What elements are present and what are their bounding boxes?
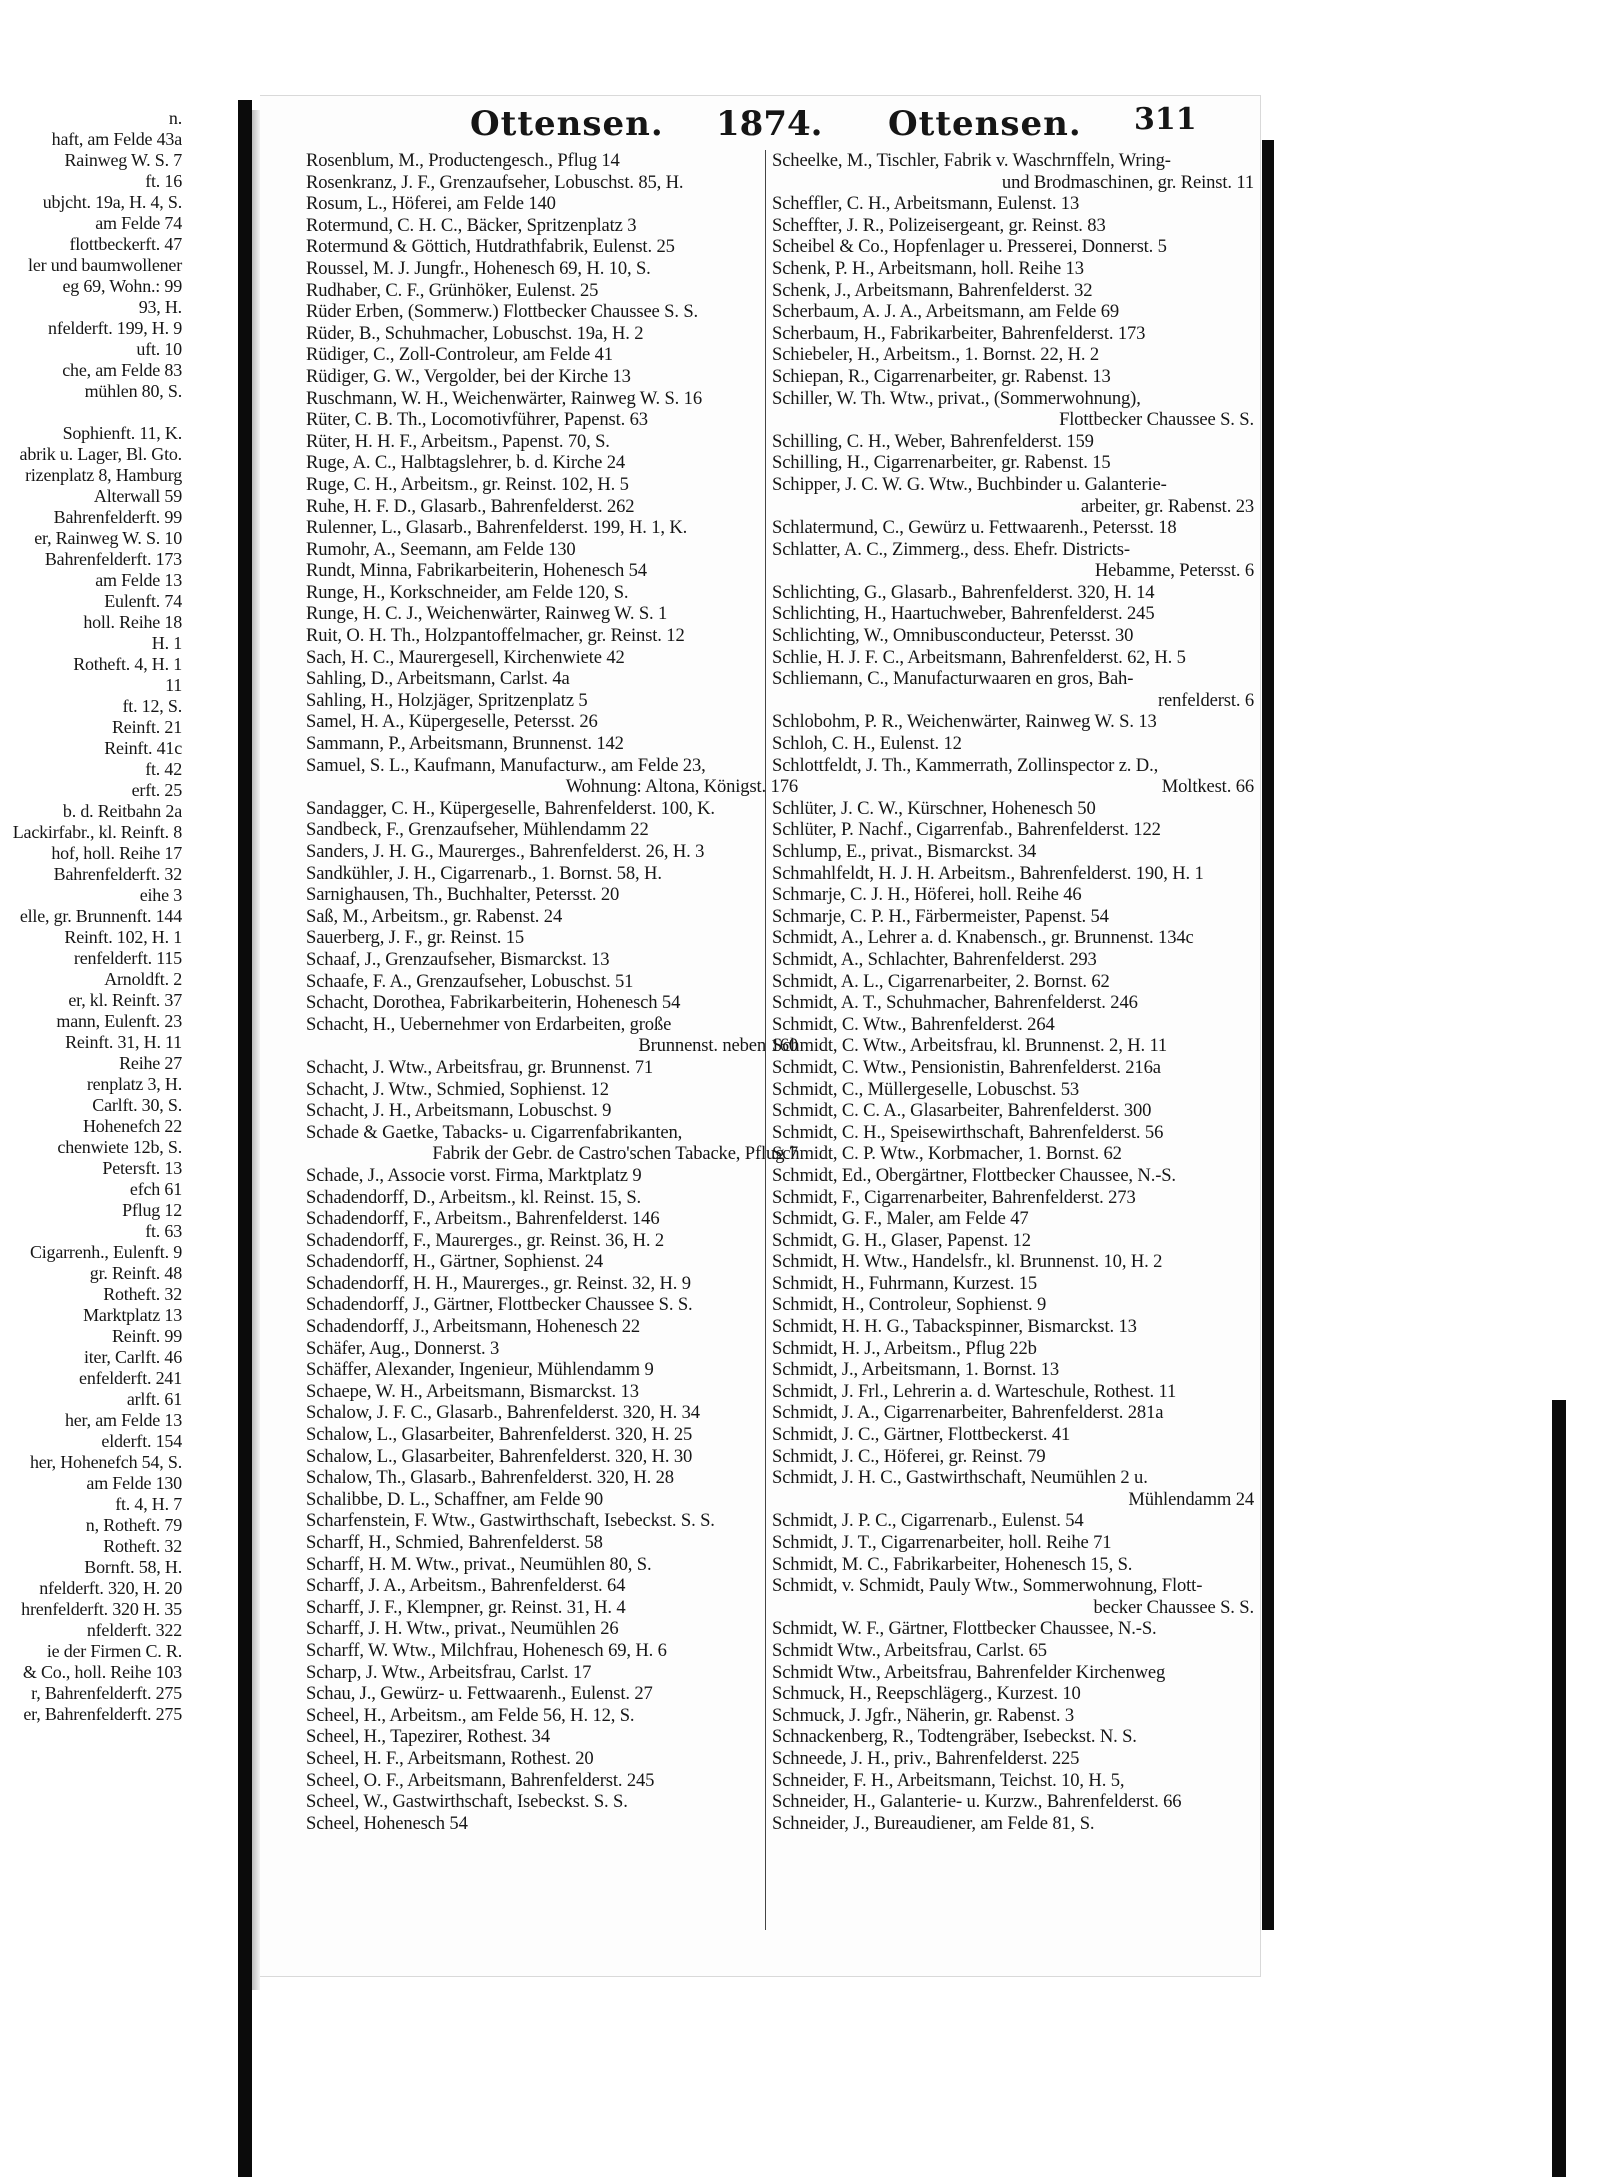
previous-page-entry: her, am Felde 13 <box>64 1410 182 1430</box>
page-edge-shadow <box>1262 140 1274 1930</box>
entry-continuation: renfelderst. 6 <box>1158 689 1254 711</box>
directory-entry: Schacht, J. H., Arbeitsmann, Lobuschst. 9 <box>306 1100 612 1122</box>
directory-entry: Schmidt, A. T., Schuhmacher, Bahrenfelderst. 246 <box>772 992 1138 1014</box>
directory-entry: Schau, J., Gewürz- u. Fettwaarenh., Eulenst. 27 <box>306 1683 653 1705</box>
previous-page-entry: ubjcht. 19a, H. 4, S. <box>42 192 182 212</box>
previous-page-entry: Hohenefch 22 <box>82 1116 182 1136</box>
left-column <box>306 150 806 1834</box>
directory-entry: Rundt, Minna, Fabrikarbeiterin, Hohenesch 54 <box>306 560 647 582</box>
directory-entry: Schmidt, J. C., Gärtner, Flottbeckerst. 41 <box>772 1424 1071 1446</box>
directory-entry: Rüder Erben, (Sommerw.) Flottbecker Chaussee S. S. <box>306 301 699 323</box>
previous-page-entry: Rotheft. 4, H. 1 <box>73 654 182 674</box>
entry-continuation: Fabrik der Gebr. de Castro'schen Tabacke, Pflug 7 <box>432 1143 798 1165</box>
directory-entry: Schmidt Wtw., Arbeitsfrau, Carlst. 65 <box>772 1639 1047 1661</box>
previous-page-entry: 93, H. <box>138 297 182 317</box>
directory-entry: Schmidt, H. J., Arbeitsm., Pflug 22b <box>772 1337 1037 1359</box>
previous-page-entry: Bahrenfelderft. 173 <box>44 549 182 569</box>
directory-entry: Scharff, H., Schmied, Bahrenfelderst. 58 <box>306 1532 603 1553</box>
directory-entry: Scharff, J. A., Arbeitsm., Bahrenfelderst. 64 <box>306 1575 626 1597</box>
directory-entry: Schloh, C. H., Eulenst. 12 <box>772 733 962 755</box>
previous-page-entry: nfelderft. 322 <box>86 1620 182 1640</box>
directory-entry: Scharp, J. Wtw., Arbeitsfrau, Carlst. 17 <box>306 1661 592 1683</box>
entry-continuation: Hebamme, Petersst. 6 <box>1094 560 1254 582</box>
directory-entry: Schmuck, J. Jgfr., Näherin, gr. Rabenst. 3 <box>772 1704 1075 1726</box>
directory-entry: Sarnighausen, Th., Buchhalter, Petersst. 20 <box>306 884 620 906</box>
directory-entry: Schneede, J. H., priv., Bahrenfelderst. 225 <box>772 1747 1080 1769</box>
directory-entry: Schadendorff, F., Maurerges., gr. Reinst. 36, H. 2 <box>306 1229 665 1251</box>
directory-entry: Schmidt, J. Frl., Lehrerin a. d. Warteschule, Rothest. 11 <box>772 1380 1177 1402</box>
directory-entry: Rüder, B., Schuhmacher, Lobuschst. 19a, H. 2 <box>306 322 644 344</box>
year-heading: 1874. <box>716 104 823 144</box>
directory-entry: Schmahlfeldt, H. J. H. Arbeitsm., Bahrenfelderst. 190, H. 1 <box>772 862 1204 884</box>
directory-entry: Schmidt, C., Müllergeselle, Lobuschst. 53 <box>772 1078 1079 1100</box>
directory-entry: Schadendorff, J., Arbeitsmann, Hohenesch 22 <box>306 1316 641 1338</box>
directory-entry: Schmidt, A., Lehrer a. d. Knabensch., gr. Brunnenst. 134c <box>772 927 1194 949</box>
previous-page-entry: nfelderft. 320, H. 20 <box>39 1578 182 1598</box>
previous-page-entry: mühlen 80, S. <box>84 381 182 401</box>
previous-page-entry: H. 1 <box>151 633 182 653</box>
entry-continuation: und Brodmaschinen, gr. Reinst. 11 <box>1001 171 1254 193</box>
directory-entry: Scheel, H. F., Arbeitsmann, Rothest. 20 <box>306 1747 594 1769</box>
directory-entry: Schalow, L., Glasarbeiter, Bahrenfelderst. 320, H. 25 <box>306 1424 693 1446</box>
directory-entry: Scheel, H., Tapezirer, Rothest. 34 <box>306 1726 550 1748</box>
directory-entry: Rumohr, A., Seemann, am Felde 130 <box>306 538 576 560</box>
directory-entry: Schmidt, C. H., Speisewirthschaft, Bahrenfelderst. 56 <box>772 1121 1164 1143</box>
entry-continuation: becker Chaussee S. S. <box>1093 1596 1254 1618</box>
directory-entry: Schmidt, A., Schlachter, Bahrenfelderst. 293 <box>772 948 1097 970</box>
directory-entry: Schmidt, Ed., Obergärtner, Flottbecker Chaussee, N.-S. <box>772 1164 1176 1186</box>
directory-entry: Schmidt, J. T., Cigarrenarbeiter, holl. Reihe 71 <box>772 1532 1112 1553</box>
directory-entry: Rotermund, C. H. C., Bäcker, Spritzenplatz 3 <box>306 214 637 236</box>
directory-entry: Scharff, J. H. Wtw., privat., Neumühlen 26 <box>306 1618 619 1640</box>
directory-entry: Rosenblum, M., Productengesch., Pflug 14 <box>306 150 620 171</box>
directory-entry: Samel, H. A., Küpergeselle, Petersst. 26 <box>306 711 598 733</box>
directory-entry: Saß, M., Arbeitsm., gr. Rabenst. 24 <box>306 905 563 927</box>
directory-entry: Schmidt, v. Schmidt, Pauly Wtw., Sommerwohnung, Flott- <box>772 1575 1203 1597</box>
previous-page-entry: efch 61 <box>129 1179 182 1199</box>
directory-entry: Schmidt, M. C., Fabrikarbeiter, Hohenesch 15, S. <box>772 1553 1133 1575</box>
directory-entry: Schiepan, R., Cigarrenarbeiter, gr. Rabenst. 13 <box>772 365 1111 387</box>
directory-entry: Schaepe, W. H., Arbeitsmann, Bismarckst. 13 <box>306 1380 639 1402</box>
previous-page-entry: Pflug 12 <box>122 1200 182 1220</box>
directory-entry: Schmidt, C. P. Wtw., Korbmacher, 1. Bornst. 62 <box>772 1143 1122 1165</box>
directory-entry: Schmidt, G. F., Maler, am Felde 47 <box>772 1208 1029 1230</box>
directory-entry: Schalow, J. F. C., Glasarb., Bahrenfelderst. 320, H. 34 <box>306 1402 700 1424</box>
previous-page-entry: hrenfelderft. 320 H. 35 <box>21 1599 182 1619</box>
directory-entry: Sandkühler, J. H., Cigarrenarb., 1. Bornst. 58, H. <box>306 862 662 884</box>
directory-entry: Schaafe, F. A., Grenzaufseher, Lobuschst. 51 <box>306 970 634 992</box>
directory-entry: Schmidt, G. H., Glaser, Papenst. 12 <box>772 1229 1031 1251</box>
directory-entry: Schliemann, C., Manufacturwaaren en gros, Bah- <box>772 668 1134 690</box>
previous-page-entry: ft. 63 <box>145 1221 182 1241</box>
previous-page-entry: eihe 3 <box>139 885 182 905</box>
directory-entry: Schlobohm, P. R., Weichenwärter, Rainweg W. S. 13 <box>772 711 1157 733</box>
previous-page-entry: Carlft. 30, S. <box>92 1095 182 1115</box>
directory-entry: Schlatter, A. C., Zimmerg., dess. Ehefr. Districts- <box>772 538 1130 560</box>
directory-entry: Rüdiger, G. W., Vergolder, bei der Kirche 13 <box>306 365 631 387</box>
directory-entry: Schadendorff, J., Gärtner, Flottbecker Chaussee S. S. <box>306 1294 693 1316</box>
previous-page-entry: flottbeckerft. 47 <box>69 234 182 254</box>
previous-page-entry: ler und baumwollener <box>28 255 182 275</box>
directory-entry: Schmidt, C. Wtw., Arbeitsfrau, kl. Brunnenst. 2, H. 11 <box>772 1035 1168 1057</box>
directory-entry: Schmidt, J. H. C., Gastwirthschaft, Neumühlen 2 u. <box>772 1467 1148 1489</box>
previous-page-entry: er, kl. Reinft. 37 <box>68 990 182 1010</box>
directory-entry: Schade & Gaetke, Tabacks- u. Cigarrenfabrikanten, <box>306 1121 683 1143</box>
previous-page-entry: Eulenft. 74 <box>104 591 182 611</box>
previous-page-entry: 11 <box>165 675 182 695</box>
previous-page-entry: Rainweg W. S. 7 <box>64 150 182 170</box>
previous-page-entry: iter, Carlft. 46 <box>83 1347 182 1367</box>
previous-page-entry: Petersft. 13 <box>102 1158 182 1178</box>
previous-page-entry: ft. 12, S. <box>122 696 182 716</box>
directory-entry: Scheffter, J. R., Polizeisergeant, gr. Reinst. 83 <box>772 214 1106 236</box>
directory-entry: Schacht, H., Uebernehmer von Erdarbeiten, große <box>306 1013 672 1035</box>
previous-page-entry: Reinft. 21 <box>112 717 182 737</box>
directory-entry: Sahling, H., Holzjäger, Spritzenplatz 5 <box>306 689 588 711</box>
directory-entry: Scheibel & Co., Hopfenlager u. Presserei, Donnerst. 5 <box>772 236 1167 258</box>
directory-entry: Schlüter, J. C. W., Kürschner, Hohenesch 50 <box>772 797 1096 819</box>
directory-entry: Ruhe, H. F. D., Glasarb., Bahrenfelderst. 262 <box>306 495 635 517</box>
previous-page-entry: Alterwall 59 <box>93 486 182 506</box>
directory-entry: Schmuck, H., Reepschlägerg., Kurzest. 10 <box>772 1683 1081 1705</box>
previous-page-entry: am Felde 13 <box>95 570 182 590</box>
previous-page-entry: her, Hohenefch 54, S. <box>29 1452 182 1472</box>
directory-entry: Schmidt, J. C., Höferei, gr. Reinst. 79 <box>772 1445 1046 1467</box>
directory-entry: Scheel, H., Arbeitsm., am Felde 56, H. 12, S. <box>306 1704 635 1726</box>
directory-entry: Schalow, Th., Glasarb., Bahrenfelderst. 320, H. 28 <box>306 1467 674 1489</box>
previous-page-entry: Reinft. 41c <box>104 738 182 758</box>
previous-page-entry <box>0 402 200 423</box>
entry-continuation: Mühlendamm 24 <box>1128 1488 1254 1510</box>
directory-entry: Ruit, O. H. Th., Holzpantoffelmacher, gr. Reinst. 12 <box>306 625 685 647</box>
directory-entry: Schmidt, C. Wtw., Pensionistin, Bahrenfelderst. 216a <box>772 1056 1161 1078</box>
directory-entry: Schmarje, C. P. H., Färbermeister, Papenst. 54 <box>772 905 1109 927</box>
previous-page-entry: erft. 25 <box>131 780 182 800</box>
directory-entry: Schmidt, H., Fuhrmann, Kurzest. 15 <box>772 1272 1037 1294</box>
previous-page-entry: chenwiete 12b, S. <box>57 1137 182 1157</box>
directory-entry: Schacht, Dorothea, Fabrikarbeiterin, Hohenesch 54 <box>306 992 681 1014</box>
previous-page-entry: ft. 4, H. 7 <box>115 1494 182 1514</box>
directory-entry: Sandbeck, F., Grenzaufseher, Mühlendamm 22 <box>306 819 649 841</box>
previous-page-entry: elle, gr. Brunnenft. 144 <box>19 906 182 926</box>
directory-entry: Sandagger, C. H., Küpergeselle, Bahrenfelderst. 100, K. <box>306 797 715 819</box>
directory-entry: Schiller, W. Th. Wtw., privat., (Sommerwohnung), <box>772 387 1141 409</box>
directory-entry: Schadendorff, F., Arbeitsm., Bahrenfelderst. 146 <box>306 1208 660 1230</box>
previous-page-entry: renfelderft. 115 <box>73 948 182 968</box>
directory-entry: Schipper, J. C. W. G. Wtw., Buchbinder u. Galanterie- <box>772 473 1167 495</box>
previous-page-entry: ie der Firmen C. R. <box>46 1641 182 1661</box>
previous-page-entry: abrik u. Lager, Bl. Gto. <box>19 444 182 464</box>
directory-entry: Sach, H. C., Maurergesell, Kirchenwiete 42 <box>306 646 625 668</box>
previous-page-entry: hof, holl. Reihe 17 <box>51 843 182 863</box>
directory-entry: Scheel, O. F., Arbeitsmann, Bahrenfelderst. 245 <box>306 1769 655 1791</box>
directory-entry: Schlie, H. J. F. C., Arbeitsmann, Bahrenfelderst. 62, H. 5 <box>772 646 1186 668</box>
directory-entry: Runge, H. C. J., Weichenwärter, Rainweg W. S. 1 <box>306 603 668 625</box>
previous-page-entry: arlft. 61 <box>126 1389 182 1409</box>
previous-page-entry: che, am Felde 83 <box>62 360 182 380</box>
previous-page-entry: am Felde 130 <box>86 1473 182 1493</box>
previous-page-entry: Bahrenfelderft. 99 <box>53 507 182 527</box>
previous-page-entry: Cigarrenh., Eulenft. 9 <box>29 1242 182 1262</box>
previous-page-entry: n. <box>168 108 182 128</box>
directory-entry: Schmidt, C. Wtw., Bahrenfelderst. 264 <box>772 1013 1055 1035</box>
directory-entry: Sanders, J. H. G., Maurerges., Bahrenfelderst. 26, H. 3 <box>306 841 705 862</box>
directory-entry: Scharfenstein, F. Wtw., Gastwirthschaft, Isebeckst. S. S. <box>306 1510 715 1532</box>
gutter-gradient <box>252 110 260 1990</box>
previous-page-entry: haft, am Felde 43a <box>51 129 182 149</box>
directory-entry: Schmarje, C. J. H., Höferei, holl. Reihe 46 <box>772 884 1082 906</box>
directory-entry: Schmidt, W. F., Gärtner, Flottbecker Chaussee, N.-S. <box>772 1618 1157 1640</box>
directory-entry: Schadendorff, D., Arbeitsm., kl. Reinst. 15, S. <box>306 1186 642 1208</box>
directory-entry: Rosum, L., Höferei, am Felde 140 <box>306 193 556 215</box>
directory-entry: Schlottfeldt, J. Th., Kammerrath, Zollinspector z. D., <box>772 754 1159 776</box>
entry-continuation: Flottbecker Chaussee S. S. <box>1059 409 1254 431</box>
previous-page-entry: ft. 16 <box>145 171 182 191</box>
previous-page-entry: enfelderft. 241 <box>79 1368 182 1388</box>
previous-page-entry: Bornft. 58, H. <box>84 1557 182 1577</box>
directory-entry: Schmidt, H., Controleur, Sophienst. 9 <box>772 1294 1047 1316</box>
directory-entry: Schilling, C. H., Weber, Bahrenfelderst. 159 <box>772 430 1094 452</box>
previous-page-entry: Bahrenfelderft. 32 <box>53 864 182 884</box>
directory-entry: Schenk, P. H., Arbeitsmann, holl. Reihe 13 <box>772 257 1084 279</box>
directory-entry: Ruge, A. C., Halbtagslehrer, b. d. Kirche 24 <box>306 452 626 474</box>
directory-entry: Schlichting, G., Glasarb., Bahrenfelderst. 320, H. 14 <box>772 581 1155 603</box>
directory-entry: Schmidt Wtw., Arbeitsfrau, Bahrenfelder Kirchenweg <box>772 1661 1166 1683</box>
directory-entry: Sauerberg, J. F., gr. Reinst. 15 <box>306 927 525 949</box>
directory-entry: Schaaf, J., Grenzaufseher, Bismarckst. 13 <box>306 948 610 970</box>
directory-entry: Sammann, P., Arbeitsmann, Brunnenst. 142 <box>306 733 624 755</box>
directory-entry: Scharff, J. F., Klempner, gr. Reinst. 31, H. 4 <box>306 1596 626 1618</box>
directory-entry: Schmidt, J. A., Cigarrenarbeiter, Bahrenfelderst. 281a <box>772 1402 1164 1424</box>
directory-entry: Schmidt, A. L., Cigarrenarbeiter, 2. Bornst. 62 <box>772 970 1110 992</box>
previous-page-entry: mann, Eulenft. 23 <box>56 1011 182 1031</box>
directory-entry: Scherbaum, A. J. A., Arbeitsmann, am Felde 69 <box>772 301 1120 323</box>
directory-entry: Schilling, H., Cigarrenarbeiter, gr. Rabenst. 15 <box>772 452 1111 474</box>
directory-entry: Schenk, J., Arbeitsmann, Bahrenfelderst. 32 <box>772 279 1093 301</box>
directory-entry: Schadendorff, H. H., Maurerges., gr. Reinst. 32, H. 9 <box>306 1272 691 1294</box>
previous-page-entry: er, Rainweg W. S. 10 <box>34 528 182 548</box>
previous-page-entry: er, Bahrenfelderft. 275 <box>23 1704 182 1724</box>
directory-entry: Rüter, H. H. F., Arbeitsm., Papenst. 70, S. <box>306 430 610 452</box>
directory-entry: Rotermund & Göttich, Hutdrathfabrik, Eulenst. 25 <box>306 236 675 258</box>
previous-page-fragment <box>0 108 200 2068</box>
right-column <box>765 150 1262 1930</box>
directory-entry: Schiebeler, H., Arbeitsm., 1. Bornst. 22, H. 2 <box>772 344 1100 366</box>
previous-page-entry: Rotheft. 32 <box>103 1536 182 1556</box>
directory-entry: Schmidt, J., Arbeitsmann, 1. Bornst. 13 <box>772 1359 1060 1381</box>
entry-continuation: Brunnenst. neben 160 <box>638 1035 798 1057</box>
previous-page-entry: Reihe 27 <box>119 1053 182 1073</box>
directory-entry: Schmidt, C. C. A., Glasarbeiter, Bahrenfelderst. 300 <box>772 1100 1152 1122</box>
directory-entry: Rüdiger, C., Zoll-Controleur, am Felde 41 <box>306 344 613 366</box>
previous-page-entry: Lackirfabr., kl. Reinft. 8 <box>12 822 182 842</box>
right-running-title: Ottensen. <box>888 104 1082 144</box>
directory-entry: Schlichting, W., Omnibusconducteur, Petersst. 30 <box>772 625 1134 647</box>
previous-page-entry: r, Bahrenfelderft. 275 <box>31 1683 182 1703</box>
previous-page-entry: gr. Reinft. 48 <box>89 1263 182 1283</box>
directory-entry: Schlüter, P. Nachf., Cigarrenfab., Bahrenfelderst. 122 <box>772 819 1161 841</box>
directory-entry: Scheel, Hohenesch 54 <box>306 1812 468 1834</box>
directory-entry: Schalow, L., Glasarbeiter, Bahrenfelderst. 320, H. 30 <box>306 1445 693 1467</box>
directory-page <box>260 95 1261 1977</box>
previous-page-entry: Reinft. 31, H. 11 <box>65 1032 182 1052</box>
previous-page-entry: uft. 10 <box>136 339 182 359</box>
page-header <box>260 104 1260 154</box>
previous-page-entry: Reinft. 102, H. 1 <box>64 927 182 947</box>
scan-border-shadow <box>1552 1400 1566 2177</box>
previous-page-entry: Arnoldft. 2 <box>104 969 182 989</box>
page-number: 311 <box>1134 102 1197 137</box>
directory-entry: Schäfer, Aug., Donnerst. 3 <box>306 1337 500 1359</box>
left-running-title: Ottensen. <box>470 104 664 144</box>
previous-page-entry: nfelderft. 199, H. 9 <box>48 318 182 338</box>
previous-page-entry: Rotheft. 32 <box>103 1284 182 1304</box>
directory-entry: Scherbaum, H., Fabrikarbeiter, Bahrenfelderst. 173 <box>772 322 1146 344</box>
entry-continuation: arbeiter, gr. Rabenst. 23 <box>1080 495 1254 517</box>
directory-entry: Schmidt, H. H. G., Tabackspinner, Bismarckst. 13 <box>772 1316 1137 1338</box>
directory-entry: Sahling, D., Arbeitsmann, Carlst. 4a <box>306 668 570 690</box>
directory-entry: Rudhaber, C. F., Grünhöker, Eulenst. 25 <box>306 279 599 301</box>
directory-entry: Ruschmann, W. H., Weichenwärter, Rainweg W. S. 16 <box>306 387 702 409</box>
directory-entry: Scheffler, C. H., Arbeitsmann, Eulenst. 13 <box>772 193 1080 215</box>
previous-page-entry: Marktplatz 13 <box>83 1305 182 1325</box>
gutter-binding-shadow <box>238 100 252 2177</box>
directory-entry: Schnackenberg, R., Todtengräber, Isebeckst. N. S. <box>772 1726 1137 1748</box>
directory-entry: Schacht, J. Wtw., Arbeitsfrau, gr. Brunnenst. 71 <box>306 1056 654 1078</box>
directory-entry: Schneider, J., Bureaudiener, am Felde 81, S. <box>772 1812 1095 1834</box>
previous-page-entry: elderft. 154 <box>101 1431 182 1451</box>
directory-entry: Schlichting, H., Haartuchweber, Bahrenfelderst. 245 <box>772 603 1155 625</box>
directory-entry: Schalibbe, D. L., Schaffner, am Felde 90 <box>306 1488 604 1510</box>
directory-entry: Roussel, M. J. Jungfr., Hohenesch 69, H. 10, S. <box>306 257 651 279</box>
directory-entry: Schade, J., Associe vorst. Firma, Marktplatz 9 <box>306 1164 642 1186</box>
directory-entry: Schäffer, Alexander, Ingenieur, Mühlendamm 9 <box>306 1359 654 1381</box>
directory-entry: Schneider, F. H., Arbeitsmann, Teichst. 10, H. 5, <box>772 1769 1125 1791</box>
previous-page-entry: am Felde 74 <box>95 213 182 233</box>
previous-page-entry: b. d. Reitbahn 2a <box>62 801 182 821</box>
previous-page-entry: Reinft. 99 <box>112 1326 182 1346</box>
previous-page-entry: renplatz 3, H. <box>86 1074 182 1094</box>
previous-page-entry: & Co., holl. Reihe 103 <box>22 1662 182 1682</box>
directory-entry: Schacht, J. Wtw., Schmied, Sophienst. 12 <box>306 1078 609 1100</box>
directory-entry: Schneider, H., Galanterie- u. Kurzw., Bahrenfelderst. 66 <box>772 1791 1182 1813</box>
directory-entry: Rulenner, L., Glasarb., Bahrenfelderst. 199, H. 1, K. <box>306 517 688 539</box>
directory-entry: Schmidt, J. P. C., Cigarrenarb., Eulenst. 54 <box>772 1510 1084 1532</box>
directory-entry: Schmidt, H. Wtw., Handelsfr., kl. Brunnenst. 10, H. 2 <box>772 1251 1163 1273</box>
directory-entry: Scharff, W. Wtw., Milchfrau, Hohenesch 69, H. 6 <box>306 1639 667 1661</box>
directory-entry: Schlump, E., privat., Bismarckst. 34 <box>772 841 1037 862</box>
directory-entry: Rosenkranz, J. F., Grenzaufseher, Lobuschst. 85, H. <box>306 171 684 193</box>
directory-entry: Samuel, S. L., Kaufmann, Manufacturw., am Felde 23, <box>306 754 706 776</box>
directory-entry: Scheelke, M., Tischler, Fabrik v. Waschrnffeln, Wring- <box>772 150 1171 171</box>
directory-entry: Scheel, W., Gastwirthschaft, Isebeckst. S. S. <box>306 1791 628 1813</box>
directory-entry: Schadendorff, H., Gärtner, Sophienst. 24 <box>306 1251 604 1273</box>
entry-continuation: Moltkest. 66 <box>1161 776 1254 798</box>
previous-page-entry: holl. Reihe 18 <box>83 612 182 632</box>
previous-page-entry: ft. 42 <box>145 759 182 779</box>
directory-entry: Schmidt, F., Cigarrenarbeiter, Bahrenfelderst. 273 <box>772 1186 1136 1208</box>
directory-entry: Runge, H., Korkschneider, am Felde 120, S. <box>306 581 629 603</box>
previous-page-entry: Sophienft. 11, K. <box>62 423 182 443</box>
previous-page-entry: rizenplatz 8, Hamburg <box>25 465 182 485</box>
directory-entry: Scharff, H. M. Wtw., privat., Neumühlen 80, S. <box>306 1553 652 1575</box>
directory-entry: Ruge, C. H., Arbeitsm., gr. Reinst. 102, H. 5 <box>306 473 629 495</box>
directory-entry: Rüter, C. B. Th., Locomotivführer, Papenst. 63 <box>306 409 648 431</box>
previous-page-entry: eg 69, Wohn.: 99 <box>62 276 182 296</box>
directory-entry: Schlatermund, C., Gewürz u. Fettwaarenh., Petersst. 18 <box>772 517 1177 539</box>
previous-page-entry: n, Rotheft. 79 <box>85 1515 182 1535</box>
entry-continuation: Wohnung: Altona, Königst. 176 <box>565 776 798 798</box>
